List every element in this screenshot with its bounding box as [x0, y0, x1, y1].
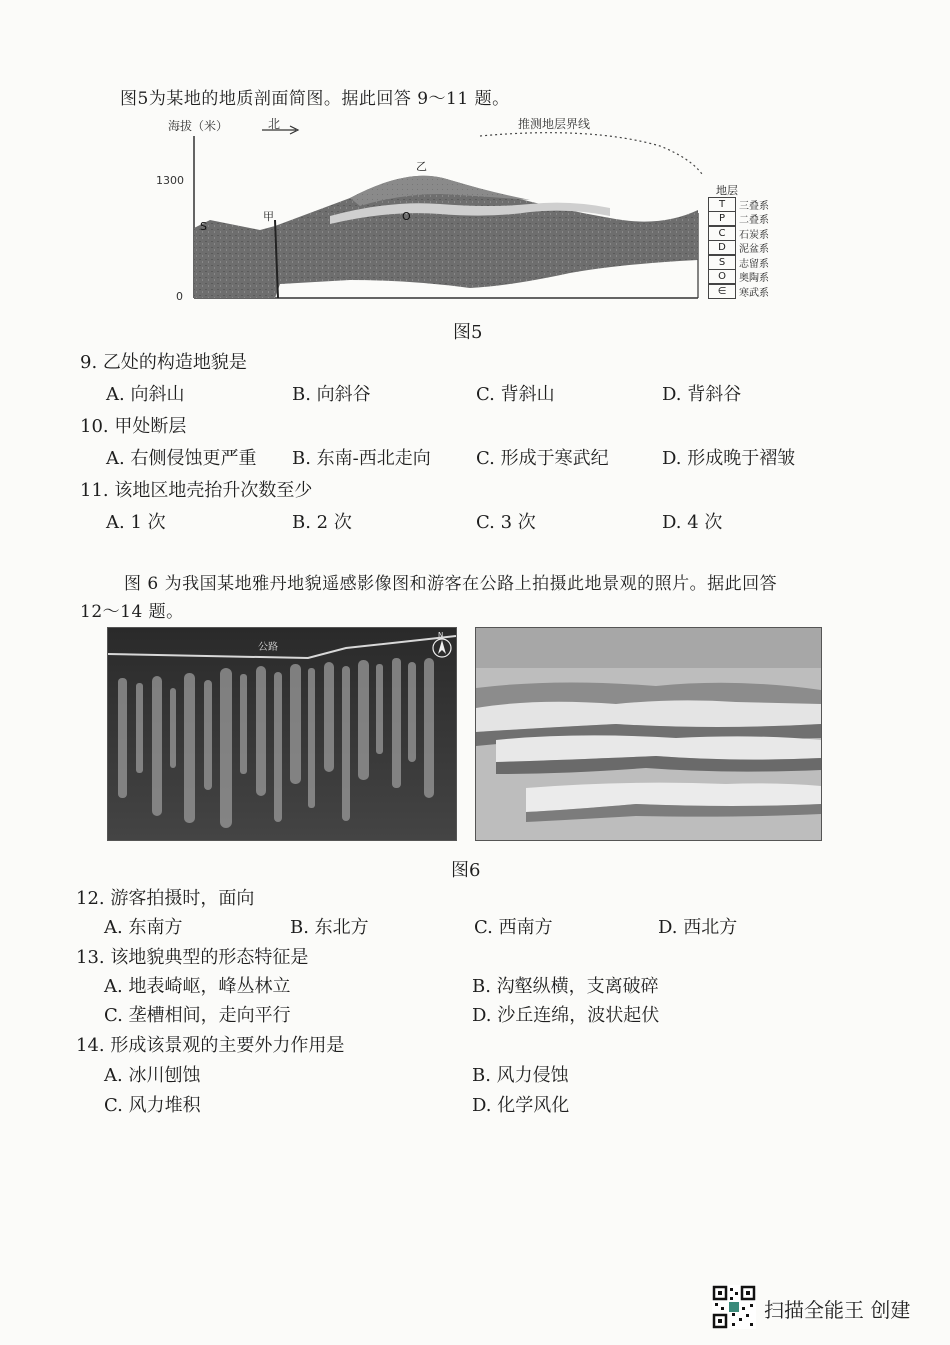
- legend-row: [708, 226, 769, 241]
- point-yi: 乙: [416, 160, 427, 173]
- legend-code: S: [708, 255, 736, 270]
- question-10-stem: 10. 甲处断层: [80, 416, 187, 437]
- q9-option-c[interactable]: C. 背斜山: [476, 384, 555, 405]
- legend-name: 三叠系: [739, 200, 769, 212]
- q9-option-a[interactable]: A. 向斜山: [106, 384, 185, 405]
- question-11-stem: 11. 该地区地壳抬升次数至少: [80, 480, 313, 501]
- tick-1300: 1300: [156, 174, 184, 187]
- legend-name: 奥陶系: [739, 273, 769, 285]
- legend-code: C: [708, 226, 736, 241]
- q13-option-d[interactable]: D. 沙丘连绵，波状起伏: [472, 1005, 660, 1026]
- inferred-boundary-line: [480, 133, 702, 174]
- question-9-stem: 9. 乙处的构造地貌是: [80, 352, 247, 373]
- yardang-photo: [475, 627, 822, 841]
- watermark-text: 扫描全能王 创建: [764, 1298, 911, 1322]
- q12-option-d[interactable]: D. 西北方: [658, 917, 738, 938]
- legend-name: 寒武系: [739, 287, 769, 299]
- q14-option-b[interactable]: B. 风力侵蚀: [472, 1065, 569, 1086]
- q10-option-a[interactable]: A. 右侧侵蚀更严重: [106, 448, 257, 469]
- q13-option-c[interactable]: C. 垄槽相间，走向平行: [104, 1005, 291, 1026]
- fig5-intro: 图5为某地的地质剖面简图。据此回答 9～11 题。: [120, 89, 510, 109]
- fig6-intro-line1: 图 6 为我国某地雅丹地貌遥感影像图和游客在公路上拍摄此地景观的照片。据此回答: [124, 574, 778, 594]
- road-label: 公路: [258, 642, 278, 653]
- legend-code: P: [708, 211, 736, 226]
- legend-row: [708, 241, 769, 256]
- q10-option-b[interactable]: B. 东南-西北走向: [292, 448, 431, 469]
- q14-option-c[interactable]: C. 风力堆积: [104, 1095, 201, 1116]
- q10-option-d[interactable]: D. 形成晚于褶皱: [662, 448, 796, 469]
- q12-option-a[interactable]: A. 东南方: [104, 917, 183, 938]
- question-14-stem: 14. 形成该景观的主要外力作用是: [76, 1035, 345, 1056]
- layer-mark-o: O: [402, 210, 411, 223]
- q11-option-d[interactable]: D. 4 次: [662, 512, 723, 533]
- tick-0: 0: [176, 290, 183, 303]
- q14-option-d[interactable]: D. 化学风化: [472, 1095, 570, 1116]
- strata-legend: [708, 197, 769, 299]
- question-12-stem: 12. 游客拍摄时，面向: [76, 888, 255, 909]
- q14-option-a[interactable]: A. 冰川刨蚀: [104, 1065, 201, 1086]
- q13-option-a[interactable]: A. 地表崎岖，峰丛林立: [104, 976, 291, 997]
- q9-option-d[interactable]: D. 背斜谷: [662, 384, 742, 405]
- inferred-boundary-label: 推测地层界线: [518, 117, 591, 131]
- legend-name: 志留系: [739, 258, 769, 270]
- q11-option-a[interactable]: A. 1 次: [106, 512, 166, 533]
- q10-option-c[interactable]: C. 形成于寒武纪: [476, 448, 609, 469]
- q12-option-b[interactable]: B. 东北方: [290, 917, 369, 938]
- legend-row: [708, 197, 769, 212]
- q9-option-b[interactable]: B. 向斜谷: [292, 384, 371, 405]
- north-label: 北: [268, 117, 281, 131]
- geologic-cross-section: [150, 108, 790, 308]
- legend-name: 石炭系: [739, 229, 769, 241]
- question-13-stem: 13. 该地貌典型的形态特征是: [76, 947, 309, 968]
- legend-code: O: [708, 269, 736, 284]
- fig6-intro-line2: 12～14 题。: [80, 602, 184, 622]
- legend-code: T: [708, 197, 736, 212]
- q12-option-c[interactable]: C. 西南方: [474, 917, 553, 938]
- legend-name: 泥盆系: [739, 244, 769, 256]
- point-jia: 甲: [263, 210, 274, 223]
- legend-name: 二叠系: [739, 215, 769, 227]
- legend-row: [708, 284, 769, 299]
- remote-sensing-image: [107, 627, 457, 841]
- compass-n-label: N: [438, 631, 444, 639]
- layer-mark-s: S: [200, 220, 207, 233]
- legend-row: [708, 212, 769, 227]
- legend-row: [708, 270, 769, 285]
- q11-option-c[interactable]: C. 3 次: [476, 512, 536, 533]
- qr-code-icon: [712, 1285, 756, 1329]
- legend-row: [708, 255, 769, 270]
- legend-code: D: [708, 240, 736, 255]
- q11-option-b[interactable]: B. 2 次: [292, 512, 352, 533]
- q13-option-b[interactable]: B. 沟壑纵横，支离破碎: [472, 976, 659, 997]
- legend-code: ∈: [708, 284, 736, 299]
- fig5-caption: 图5: [453, 322, 483, 343]
- y-axis-label: 海拔（米）: [168, 119, 229, 133]
- fig6-caption: 图6: [451, 860, 481, 881]
- legend-title: 地层: [716, 184, 738, 197]
